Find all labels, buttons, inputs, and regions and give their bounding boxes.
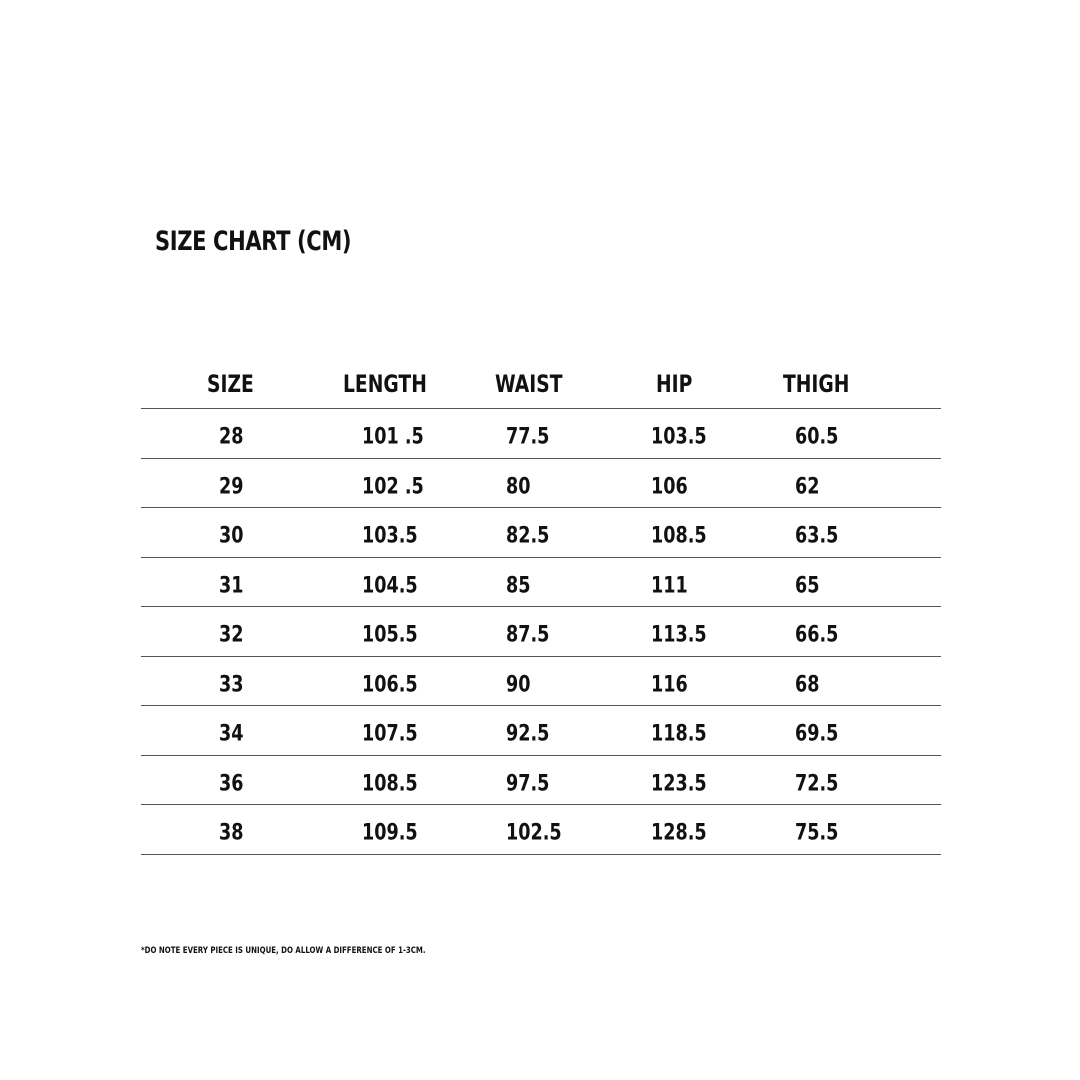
- cell-waist: 77.5: [506, 424, 550, 450]
- cell-hip: 128.5: [651, 820, 707, 846]
- cell-hip: 113.5: [651, 622, 707, 648]
- cell-size: 28: [219, 424, 244, 450]
- header-thigh: THIGH: [783, 370, 850, 398]
- cell-hip: 103.5: [651, 424, 707, 450]
- cell-hip: 108.5: [651, 523, 707, 549]
- footnote: *DO NOTE EVERY PIECE IS UNIQUE, DO ALLOW A DIFFERENCE OF 1-3CM.: [141, 946, 426, 956]
- cell-hip: 118.5: [651, 721, 707, 747]
- cell-hip: 123.5: [651, 771, 707, 796]
- cell-length: 108.5: [362, 771, 418, 796]
- table-row: [141, 657, 941, 707]
- cell-thigh: 72.5: [795, 771, 839, 796]
- cell-hip: 116: [651, 672, 688, 697]
- header-hip: HIP: [656, 370, 693, 398]
- table-row: [141, 607, 941, 657]
- cell-size: 34: [219, 721, 244, 747]
- page-title: SIZE CHART (CM): [155, 226, 352, 257]
- cell-thigh: 66.5: [795, 622, 839, 648]
- cell-waist: 82.5: [506, 523, 550, 549]
- cell-length: 103.5: [362, 523, 418, 549]
- cell-thigh: 65: [795, 573, 820, 598]
- cell-size: 33: [219, 672, 244, 697]
- table-row: [141, 409, 941, 459]
- cell-length: 105.5: [362, 622, 418, 648]
- cell-size: 38: [219, 820, 244, 846]
- cell-waist: 90: [506, 672, 531, 697]
- cell-length: 101 .5: [362, 424, 424, 450]
- cell-thigh: 62: [795, 474, 820, 499]
- cell-waist: 97.5: [506, 771, 550, 796]
- cell-waist: 102.5: [506, 820, 562, 846]
- table-row: [141, 459, 941, 509]
- table-header-row: [141, 360, 941, 409]
- table-row: [141, 706, 941, 756]
- header-length: LENGTH: [343, 370, 427, 398]
- header-size: SIZE: [207, 370, 254, 398]
- cell-length: 109.5: [362, 820, 418, 846]
- cell-thigh: 63.5: [795, 523, 839, 549]
- size-chart-table: [141, 360, 941, 855]
- cell-thigh: 60.5: [795, 424, 839, 450]
- table-row: [141, 558, 941, 608]
- cell-size: 36: [219, 771, 244, 796]
- table-row: [141, 756, 941, 806]
- cell-hip: 111: [651, 573, 688, 598]
- table-row: [141, 508, 941, 558]
- cell-thigh: 69.5: [795, 721, 839, 747]
- cell-waist: 92.5: [506, 721, 550, 747]
- cell-size: 31: [219, 573, 244, 598]
- cell-waist: 87.5: [506, 622, 550, 648]
- cell-thigh: 75.5: [795, 820, 839, 846]
- cell-size: 29: [219, 474, 244, 499]
- cell-hip: 106: [651, 474, 688, 499]
- cell-length: 106.5: [362, 672, 418, 697]
- header-waist: WAIST: [495, 370, 563, 398]
- cell-length: 104.5: [362, 573, 418, 598]
- cell-thigh: 68: [795, 672, 820, 697]
- cell-size: 32: [219, 622, 244, 648]
- cell-length: 107.5: [362, 721, 418, 747]
- cell-length: 102 .5: [362, 474, 424, 499]
- table-row: [141, 805, 941, 855]
- table-body: [141, 409, 941, 855]
- cell-waist: 85: [506, 573, 531, 598]
- cell-waist: 80: [506, 474, 531, 499]
- cell-size: 30: [219, 523, 244, 549]
